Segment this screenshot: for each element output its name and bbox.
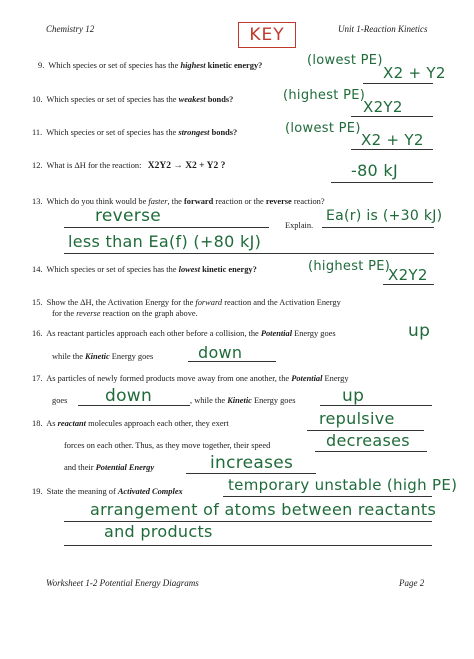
footer-page-number: Page 2	[399, 578, 425, 588]
q19-answer-1: temporary unstable (high PE)	[228, 476, 458, 494]
q14-answer-line	[383, 284, 434, 285]
q13-explain-line-1	[322, 227, 434, 228]
q9-answer-line	[363, 83, 433, 84]
question-14: 14. Which species or set of species has the lowest kinetic energy?	[32, 265, 257, 274]
question-10: 10. Which species or set of species has the weakest bonds?	[32, 95, 234, 104]
q17-answer-1: down	[105, 386, 153, 406]
q16-answer-line-2	[188, 361, 276, 362]
q13-explain-answer-2: less than Ea(f) (+80 kJ)	[68, 232, 262, 251]
question-18-line-1: 18. As reactant molecules approach each other, they exert	[32, 419, 229, 428]
question-19: 19. State the meaning of Activated Complex	[32, 487, 183, 496]
q14-note: (highest PE)	[308, 259, 391, 274]
q18-answer-3: increases	[210, 453, 294, 473]
q13-answer-line	[64, 227, 269, 228]
q10-answer-line	[351, 116, 433, 117]
question-17-line-2-mid: , while the Kinetic Energy goes	[190, 396, 296, 405]
q17-answer-line-2	[320, 405, 432, 406]
q13-answer: reverse	[95, 206, 161, 226]
q19-answer-line-1	[223, 496, 432, 497]
question-9: 9. Which species or set of species has the highest kinetic energy?	[38, 61, 263, 70]
q18-answer-line-3	[186, 473, 316, 474]
q12-answer: -80 kJ	[351, 161, 399, 180]
question-16-line-1: 16. As reactant particles approach each other before a collision, the Potential Energy goes	[32, 329, 336, 338]
q12-answer-line	[331, 182, 433, 183]
question-17-line-1: 17. As particles of newly formed products move away from one another, the Potential Energy	[32, 374, 349, 383]
footer-worksheet-title: Worksheet 1-2 Potential Energy Diagrams	[46, 578, 199, 588]
question-13: 13. Which do you think would be faster, the forward reaction or the reverse reaction?	[32, 197, 325, 206]
q11-note: (lowest PE)	[285, 121, 361, 136]
q16-answer-2: down	[198, 343, 243, 362]
q18-answer-1: repulsive	[319, 409, 395, 428]
q19-answer-3: and products	[104, 522, 213, 541]
header-unit: Unit 1-Reaction Kinetics	[338, 24, 428, 34]
q13-explain-line-2	[64, 253, 434, 254]
q10-note: (highest PE)	[283, 88, 366, 103]
q9-answer: X2 + Y2	[383, 64, 446, 82]
question-18-line-3: and their Potential Energy	[64, 463, 155, 472]
q18-answer-2: decreases	[326, 431, 410, 450]
question-11: 11. Which species or set of species has the strongest bonds?	[32, 128, 238, 137]
q17-answer-2: up	[342, 386, 365, 406]
q13-explain-label: Explain.	[285, 221, 314, 230]
q11-answer-line	[351, 149, 433, 150]
q18-answer-line-2	[315, 451, 427, 452]
q11-answer: X2 + Y2	[361, 131, 424, 149]
q13-explain-answer-1: Ea(r) is (+30 kJ)	[326, 208, 443, 224]
q19-answer-2: arrangement of atoms between reactants	[90, 500, 437, 519]
question-17-line-2: goes	[52, 396, 68, 405]
q9-note: (lowest PE)	[307, 53, 383, 68]
question-15-line-2: for the reverse reaction on the graph above.	[52, 309, 198, 318]
answer-key-stamp: KEY	[238, 22, 296, 48]
question-12: 12. What is ΔH for the reaction: X2Y2 → X2 + Y2 ?	[32, 161, 226, 171]
q19-answer-line-3	[64, 545, 432, 546]
question-18-line-2: forces on each other. Thus, as they move together, their speed	[64, 441, 271, 450]
q10-answer: X2Y2	[363, 98, 403, 116]
q16-answer-1: up	[408, 321, 431, 341]
q17-answer-line-1	[78, 405, 190, 406]
q14-answer: X2Y2	[388, 266, 428, 284]
header-course: Chemistry 12	[46, 24, 95, 34]
question-15-line-1: 15. Show the ΔH, the Activation Energy for the forward reaction and the Activation Energy	[32, 298, 341, 307]
question-16-line-2: while the Kinetic Energy goes	[52, 352, 154, 361]
